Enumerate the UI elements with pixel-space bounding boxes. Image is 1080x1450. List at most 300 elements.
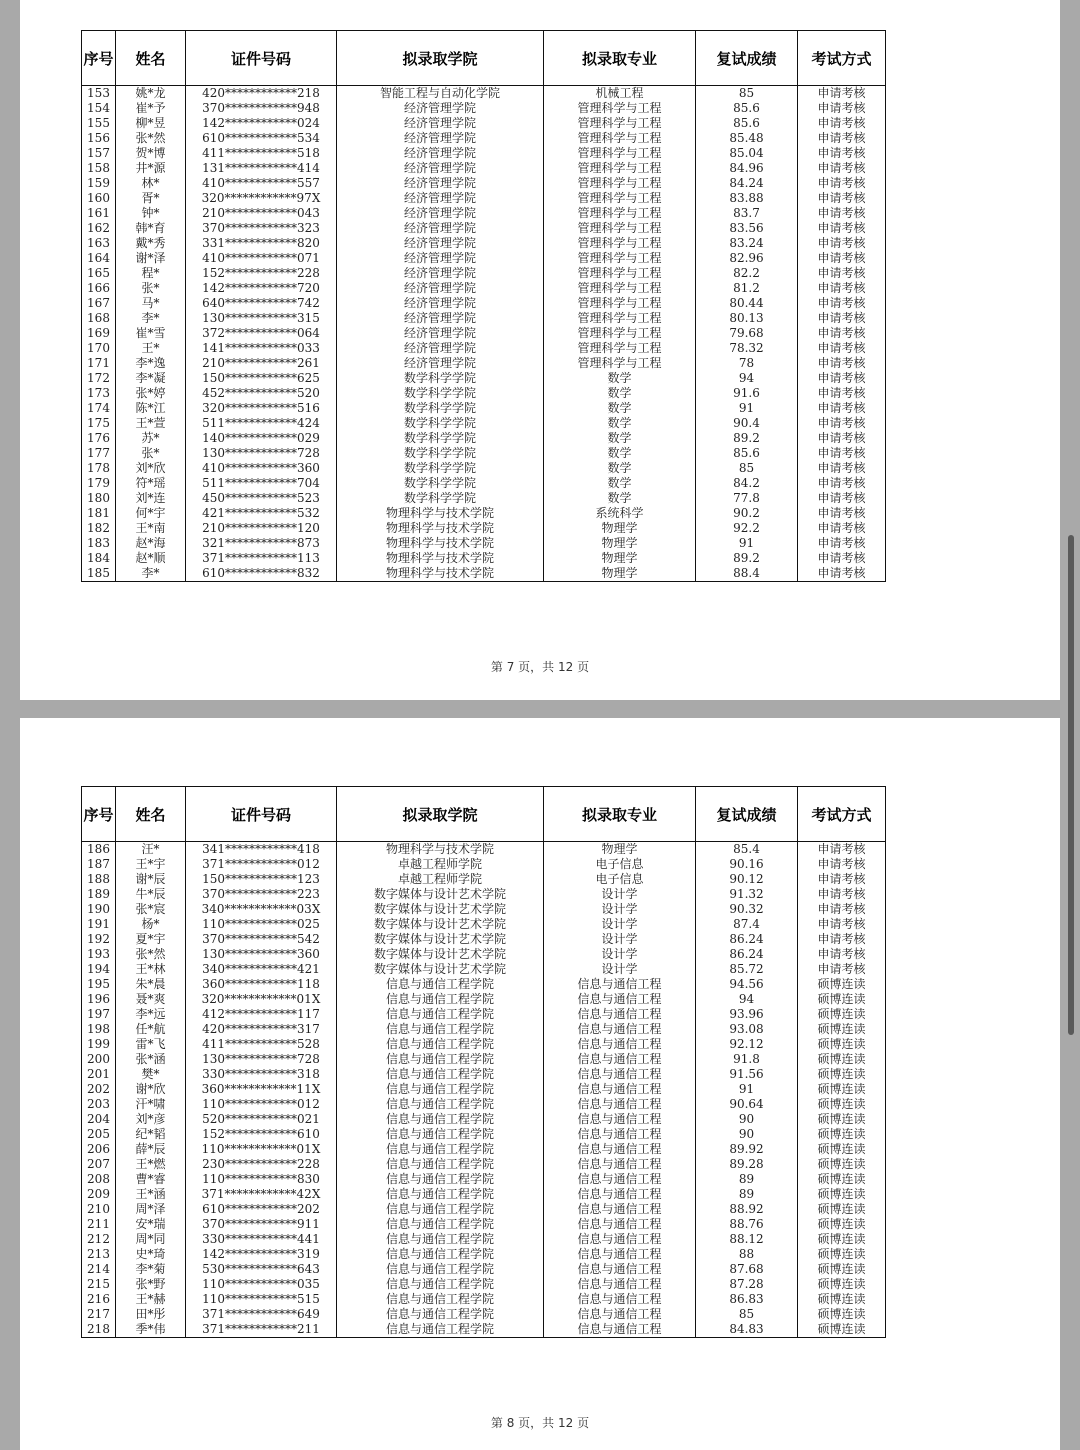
cell-major: 信息与通信工程 [544, 1082, 696, 1097]
cell-score: 88 [696, 1247, 798, 1262]
cell-major: 管理科学与工程 [544, 326, 696, 341]
cell-score: 90.12 [696, 872, 798, 887]
cell-index: 176 [82, 431, 116, 446]
cell-id-number: 371************42X [186, 1187, 337, 1202]
cell-college: 经济管理学院 [337, 266, 544, 281]
cell-name: 谢*欣 [116, 1082, 186, 1097]
cell-id-number: 371************012 [186, 857, 337, 872]
cell-college: 经济管理学院 [337, 326, 544, 341]
cell-score: 92.2 [696, 521, 798, 536]
cell-index: 161 [82, 206, 116, 221]
cell-name: 任*航 [116, 1022, 186, 1037]
cell-id-number: 370************323 [186, 221, 337, 236]
table-row [82, 1262, 886, 1277]
cell-exam-type: 硕博连读 [798, 1217, 886, 1232]
cell-name: 崔*雪 [116, 326, 186, 341]
cell-score: 81.2 [696, 281, 798, 296]
table-row [82, 101, 886, 116]
cell-major: 信息与通信工程 [544, 1247, 696, 1262]
cell-index: 209 [82, 1187, 116, 1202]
cell-major: 信息与通信工程 [544, 992, 696, 1007]
cell-college: 数学科学学院 [337, 491, 544, 506]
cell-id-number: 130************315 [186, 311, 337, 326]
cell-score: 89 [696, 1172, 798, 1187]
cell-college: 数学科学学院 [337, 446, 544, 461]
cell-index: 202 [82, 1082, 116, 1097]
cell-id-number: 142************720 [186, 281, 337, 296]
cell-exam-type: 申请考核 [798, 431, 886, 446]
cell-id-number: 340************421 [186, 962, 337, 977]
cell-id-number: 341************418 [186, 842, 337, 858]
cell-college: 数学科学学院 [337, 386, 544, 401]
cell-exam-type: 硕博连读 [798, 977, 886, 992]
cell-score: 87.68 [696, 1262, 798, 1277]
cell-id-number: 372************064 [186, 326, 337, 341]
cell-index: 212 [82, 1232, 116, 1247]
cell-exam-type: 申请考核 [798, 296, 886, 311]
table-row [82, 1037, 886, 1052]
cell-id-number: 412************117 [186, 1007, 337, 1022]
cell-college: 信息与通信工程学院 [337, 1037, 544, 1052]
table-row [82, 962, 886, 977]
cell-exam-type: 硕博连读 [798, 1037, 886, 1052]
cell-score: 85.48 [696, 131, 798, 146]
cell-major: 管理科学与工程 [544, 206, 696, 221]
header-score: 复试成绩 [696, 31, 798, 86]
header-id-number: 证件号码 [186, 31, 337, 86]
table-row [82, 341, 886, 356]
table-row [82, 947, 886, 962]
cell-exam-type: 申请考核 [798, 371, 886, 386]
cell-index: 181 [82, 506, 116, 521]
cell-score: 82.2 [696, 266, 798, 281]
cell-name: 李*凝 [116, 371, 186, 386]
cell-major: 数学 [544, 446, 696, 461]
table-row [82, 401, 886, 416]
cell-score: 78 [696, 356, 798, 371]
cell-score: 94 [696, 371, 798, 386]
cell-id-number: 230************228 [186, 1157, 337, 1172]
cell-exam-type: 硕博连读 [798, 1097, 886, 1112]
cell-exam-type: 申请考核 [798, 131, 886, 146]
table-row [82, 191, 886, 206]
table-row [82, 326, 886, 341]
cell-name: 李* [116, 311, 186, 326]
cell-score: 87.4 [696, 917, 798, 932]
cell-name: 安*瑞 [116, 1217, 186, 1232]
cell-score: 85.6 [696, 101, 798, 116]
cell-college: 智能工程与自动化学院 [337, 86, 544, 102]
cell-exam-type: 申请考核 [798, 341, 886, 356]
cell-name: 汪* [116, 842, 186, 858]
cell-score: 91.6 [696, 386, 798, 401]
table-row [82, 461, 886, 476]
header-index: 序号 [82, 31, 116, 86]
cell-score: 84.24 [696, 176, 798, 191]
table-row [82, 1112, 886, 1127]
cell-index: 207 [82, 1157, 116, 1172]
cell-major: 信息与通信工程 [544, 1067, 696, 1082]
cell-name: 王*赫 [116, 1292, 186, 1307]
cell-id-number: 610************832 [186, 566, 337, 582]
cell-name: 何*宇 [116, 506, 186, 521]
cell-index: 208 [82, 1172, 116, 1187]
cell-major: 信息与通信工程 [544, 1142, 696, 1157]
cell-exam-type: 申请考核 [798, 86, 886, 102]
cell-id-number: 152************610 [186, 1127, 337, 1142]
cell-college: 信息与通信工程学院 [337, 1322, 544, 1338]
cell-exam-type: 申请考核 [798, 401, 886, 416]
header-exam-type: 考试方式 [798, 787, 886, 842]
cell-id-number: 321************873 [186, 536, 337, 551]
table-row [82, 236, 886, 251]
pdf-page-8 [20, 718, 1060, 1450]
cell-college: 经济管理学院 [337, 146, 544, 161]
vertical-scrollbar[interactable] [1068, 535, 1074, 1035]
cell-score: 85.6 [696, 116, 798, 131]
cell-college: 经济管理学院 [337, 191, 544, 206]
cell-id-number: 370************911 [186, 1217, 337, 1232]
table-row [82, 431, 886, 446]
cell-exam-type: 硕博连读 [798, 992, 886, 1007]
cell-index: 159 [82, 176, 116, 191]
cell-exam-type: 申请考核 [798, 857, 886, 872]
table-row [82, 266, 886, 281]
cell-index: 168 [82, 311, 116, 326]
cell-exam-type: 申请考核 [798, 536, 886, 551]
cell-id-number: 640************742 [186, 296, 337, 311]
cell-id-number: 371************211 [186, 1322, 337, 1338]
table-row [82, 131, 886, 146]
cell-name: 樊* [116, 1067, 186, 1082]
cell-id-number: 420************317 [186, 1022, 337, 1037]
cell-college: 物理科学与技术学院 [337, 551, 544, 566]
cell-id-number: 610************202 [186, 1202, 337, 1217]
cell-index: 217 [82, 1307, 116, 1322]
cell-score: 88.92 [696, 1202, 798, 1217]
cell-major: 物理学 [544, 536, 696, 551]
cell-score: 85 [696, 86, 798, 102]
cell-college: 卓越工程师学院 [337, 872, 544, 887]
cell-major: 数学 [544, 431, 696, 446]
table-row [82, 1082, 886, 1097]
admission-table-page-8 [81, 786, 886, 1338]
cell-score: 88.76 [696, 1217, 798, 1232]
cell-major: 物理学 [544, 842, 696, 858]
cell-name: 胥* [116, 191, 186, 206]
table-row [82, 1187, 886, 1202]
cell-college: 经济管理学院 [337, 341, 544, 356]
cell-name: 史*琦 [116, 1247, 186, 1262]
cell-major: 数学 [544, 416, 696, 431]
cell-name: 牛*辰 [116, 887, 186, 902]
cell-major: 数学 [544, 386, 696, 401]
cell-exam-type: 申请考核 [798, 161, 886, 176]
cell-major: 电子信息 [544, 857, 696, 872]
cell-index: 214 [82, 1262, 116, 1277]
cell-score: 94 [696, 992, 798, 1007]
cell-index: 154 [82, 101, 116, 116]
cell-index: 184 [82, 551, 116, 566]
cell-major: 设计学 [544, 947, 696, 962]
table-row [82, 446, 886, 461]
cell-name: 王*宇 [116, 857, 186, 872]
cell-score: 87.28 [696, 1277, 798, 1292]
cell-score: 90.2 [696, 506, 798, 521]
cell-exam-type: 硕博连读 [798, 1307, 886, 1322]
cell-name: 井*源 [116, 161, 186, 176]
cell-name: 赵*顺 [116, 551, 186, 566]
cell-id-number: 370************223 [186, 887, 337, 902]
cell-college: 信息与通信工程学院 [337, 1142, 544, 1157]
cell-index: 186 [82, 842, 116, 858]
header-score: 复试成绩 [696, 787, 798, 842]
cell-score: 85.6 [696, 446, 798, 461]
cell-index: 192 [82, 932, 116, 947]
cell-name: 王*萱 [116, 416, 186, 431]
cell-score: 82.96 [696, 251, 798, 266]
cell-index: 213 [82, 1247, 116, 1262]
table-row [82, 146, 886, 161]
cell-id-number: 411************528 [186, 1037, 337, 1052]
table-row [82, 1127, 886, 1142]
cell-college: 数学科学学院 [337, 476, 544, 491]
cell-id-number: 511************704 [186, 476, 337, 491]
cell-name: 刘*欣 [116, 461, 186, 476]
table-row [82, 566, 886, 582]
cell-college: 数字媒体与设计艺术学院 [337, 902, 544, 917]
cell-name: 林* [116, 176, 186, 191]
cell-id-number: 411************518 [186, 146, 337, 161]
cell-score: 90 [696, 1127, 798, 1142]
cell-id-number: 371************649 [186, 1307, 337, 1322]
table-row [82, 1307, 886, 1322]
cell-score: 79.68 [696, 326, 798, 341]
cell-id-number: 410************071 [186, 251, 337, 266]
cell-exam-type: 申请考核 [798, 872, 886, 887]
cell-college: 信息与通信工程学院 [337, 1097, 544, 1112]
cell-index: 157 [82, 146, 116, 161]
cell-major: 数学 [544, 401, 696, 416]
cell-name: 戴*秀 [116, 236, 186, 251]
cell-index: 198 [82, 1022, 116, 1037]
cell-id-number: 142************024 [186, 116, 337, 131]
cell-major: 管理科学与工程 [544, 281, 696, 296]
table-row [82, 1172, 886, 1187]
cell-college: 数学科学学院 [337, 371, 544, 386]
cell-exam-type: 硕博连读 [798, 1262, 886, 1277]
table-row [82, 311, 886, 326]
cell-college: 信息与通信工程学院 [337, 1217, 544, 1232]
cell-exam-type: 硕博连读 [798, 1127, 886, 1142]
cell-major: 物理学 [544, 551, 696, 566]
cell-index: 201 [82, 1067, 116, 1082]
cell-exam-type: 申请考核 [798, 521, 886, 536]
cell-college: 经济管理学院 [337, 206, 544, 221]
table-row [82, 521, 886, 536]
cell-id-number: 130************728 [186, 1052, 337, 1067]
cell-id-number: 410************360 [186, 461, 337, 476]
cell-index: 179 [82, 476, 116, 491]
cell-id-number: 140************029 [186, 431, 337, 446]
cell-id-number: 410************557 [186, 176, 337, 191]
cell-id-number: 130************360 [186, 947, 337, 962]
cell-id-number: 210************261 [186, 356, 337, 371]
cell-name: 刘*连 [116, 491, 186, 506]
cell-score: 90.4 [696, 416, 798, 431]
cell-college: 经济管理学院 [337, 311, 544, 326]
cell-index: 178 [82, 461, 116, 476]
cell-college: 信息与通信工程学院 [337, 1172, 544, 1187]
pdf-page-7 [20, 0, 1060, 700]
cell-college: 信息与通信工程学院 [337, 992, 544, 1007]
cell-index: 155 [82, 116, 116, 131]
cell-major: 机械工程 [544, 86, 696, 102]
cell-major: 数学 [544, 491, 696, 506]
cell-college: 经济管理学院 [337, 176, 544, 191]
cell-college: 信息与通信工程学院 [337, 1067, 544, 1082]
cell-name: 陈*江 [116, 401, 186, 416]
cell-major: 信息与通信工程 [544, 1052, 696, 1067]
cell-major: 设计学 [544, 887, 696, 902]
cell-major: 信息与通信工程 [544, 1112, 696, 1127]
cell-major: 信息与通信工程 [544, 1322, 696, 1338]
cell-name: 钟* [116, 206, 186, 221]
table-row [82, 371, 886, 386]
cell-score: 89.92 [696, 1142, 798, 1157]
cell-major: 管理科学与工程 [544, 176, 696, 191]
cell-college: 信息与通信工程学院 [337, 1232, 544, 1247]
cell-name: 张*然 [116, 131, 186, 146]
cell-id-number: 110************515 [186, 1292, 337, 1307]
cell-exam-type: 申请考核 [798, 146, 886, 161]
cell-id-number: 152************228 [186, 266, 337, 281]
cell-major: 信息与通信工程 [544, 1007, 696, 1022]
cell-score: 93.96 [696, 1007, 798, 1022]
table-row [82, 536, 886, 551]
cell-index: 205 [82, 1127, 116, 1142]
header-college: 拟录取学院 [337, 31, 544, 86]
cell-name: 周*泽 [116, 1202, 186, 1217]
cell-score: 84.96 [696, 161, 798, 176]
cell-name: 谢*泽 [116, 251, 186, 266]
table-row [82, 902, 886, 917]
cell-index: 172 [82, 371, 116, 386]
cell-name: 张*野 [116, 1277, 186, 1292]
cell-college: 经济管理学院 [337, 236, 544, 251]
cell-major: 信息与通信工程 [544, 1262, 696, 1277]
cell-exam-type: 申请考核 [798, 506, 886, 521]
cell-index: 173 [82, 386, 116, 401]
cell-score: 93.08 [696, 1022, 798, 1037]
table-row [82, 506, 886, 521]
cell-college: 经济管理学院 [337, 161, 544, 176]
cell-exam-type: 硕博连读 [798, 1067, 886, 1082]
cell-id-number: 511************424 [186, 416, 337, 431]
cell-major: 设计学 [544, 902, 696, 917]
cell-score: 84.2 [696, 476, 798, 491]
cell-major: 数学 [544, 461, 696, 476]
cell-index: 165 [82, 266, 116, 281]
cell-index: 163 [82, 236, 116, 251]
table-row [82, 977, 886, 992]
table-row [82, 992, 886, 1007]
cell-major: 设计学 [544, 962, 696, 977]
cell-id-number: 110************01X [186, 1142, 337, 1157]
cell-index: 200 [82, 1052, 116, 1067]
cell-major: 管理科学与工程 [544, 131, 696, 146]
table-row [82, 251, 886, 266]
cell-id-number: 110************012 [186, 1097, 337, 1112]
cell-exam-type: 申请考核 [798, 932, 886, 947]
table-row [82, 1202, 886, 1217]
cell-major: 管理科学与工程 [544, 116, 696, 131]
cell-index: 156 [82, 131, 116, 146]
cell-college: 信息与通信工程学院 [337, 1007, 544, 1022]
cell-college: 信息与通信工程学院 [337, 1247, 544, 1262]
cell-major: 信息与通信工程 [544, 1277, 696, 1292]
cell-id-number: 320************516 [186, 401, 337, 416]
cell-name: 符*瑶 [116, 476, 186, 491]
cell-id-number: 420************218 [186, 86, 337, 102]
cell-exam-type: 硕博连读 [798, 1157, 886, 1172]
cell-name: 赵*海 [116, 536, 186, 551]
cell-major: 信息与通信工程 [544, 1157, 696, 1172]
cell-name: 张*宸 [116, 902, 186, 917]
cell-college: 信息与通信工程学院 [337, 1307, 544, 1322]
cell-college: 经济管理学院 [337, 131, 544, 146]
cell-college: 经济管理学院 [337, 101, 544, 116]
cell-major: 信息与通信工程 [544, 1037, 696, 1052]
cell-major: 管理科学与工程 [544, 311, 696, 326]
cell-index: 211 [82, 1217, 116, 1232]
cell-score: 91.56 [696, 1067, 798, 1082]
cell-id-number: 110************035 [186, 1277, 337, 1292]
cell-name: 张* [116, 281, 186, 296]
cell-exam-type: 申请考核 [798, 176, 886, 191]
cell-index: 206 [82, 1142, 116, 1157]
cell-college: 信息与通信工程学院 [337, 1187, 544, 1202]
cell-major: 管理科学与工程 [544, 161, 696, 176]
cell-name: 曹*睿 [116, 1172, 186, 1187]
cell-major: 管理科学与工程 [544, 251, 696, 266]
cell-index: 190 [82, 902, 116, 917]
cell-index: 162 [82, 221, 116, 236]
cell-index: 166 [82, 281, 116, 296]
cell-name: 王*燃 [116, 1157, 186, 1172]
cell-exam-type: 申请考核 [798, 917, 886, 932]
cell-college: 信息与通信工程学院 [337, 1157, 544, 1172]
cell-major: 管理科学与工程 [544, 191, 696, 206]
cell-id-number: 141************033 [186, 341, 337, 356]
cell-exam-type: 申请考核 [798, 281, 886, 296]
cell-exam-type: 硕博连读 [798, 1052, 886, 1067]
cell-exam-type: 申请考核 [798, 887, 886, 902]
cell-score: 89.28 [696, 1157, 798, 1172]
cell-index: 197 [82, 1007, 116, 1022]
cell-index: 199 [82, 1037, 116, 1052]
cell-major: 物理学 [544, 521, 696, 536]
table-row [82, 1277, 886, 1292]
admission-table-page-7 [81, 30, 886, 582]
cell-index: 193 [82, 947, 116, 962]
header-id-number: 证件号码 [186, 787, 337, 842]
cell-college: 经济管理学院 [337, 296, 544, 311]
cell-exam-type: 硕博连读 [798, 1007, 886, 1022]
cell-exam-type: 申请考核 [798, 101, 886, 116]
cell-exam-type: 硕博连读 [798, 1112, 886, 1127]
cell-index: 195 [82, 977, 116, 992]
